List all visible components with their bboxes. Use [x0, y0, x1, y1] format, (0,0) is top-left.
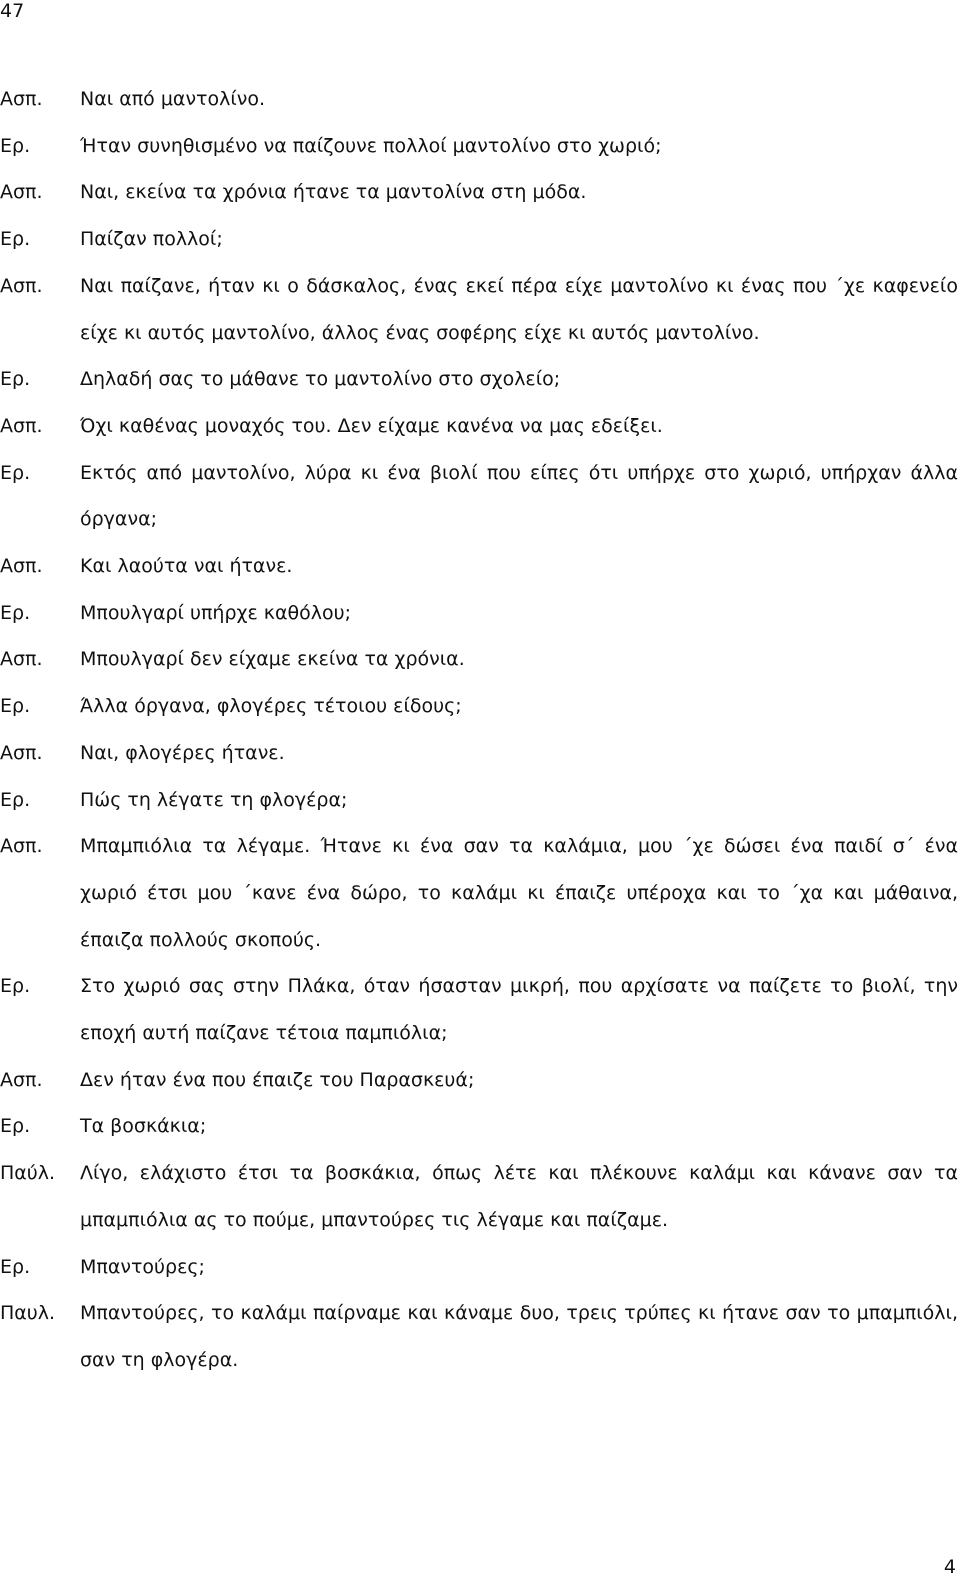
speaker-label: Ασπ. — [0, 1068, 43, 1091]
speaker-label: Ερ. — [0, 788, 31, 811]
speaker-label: Παύλ. — [0, 1162, 56, 1185]
utterance-text: Ναι, φλογέρες ήτανε. — [80, 741, 285, 764]
speaker-label: Ασπ. — [0, 555, 43, 578]
utterance-text: Άλλα όργανα, φλογέρες τέτοιου είδους; — [80, 695, 462, 718]
speaker-label: Ασπ. — [0, 88, 43, 110]
speaker-label: Ερ. — [0, 1255, 31, 1278]
speaker-label: Ερ. — [0, 975, 31, 998]
dialogue-turn — [0, 216, 958, 263]
speaker-label: Ασπ. — [0, 181, 43, 204]
dialogue-turn — [0, 169, 958, 216]
speaker-label: Ερ. — [0, 368, 31, 391]
dialogue-turn — [0, 356, 958, 403]
speaker-label: Ερ. — [0, 1115, 31, 1138]
dialogue-turn — [0, 683, 958, 730]
utterance-text: Δεν ήταν ένα που έπαιζε του Παρασκευά; — [80, 1068, 475, 1091]
dialogue-turn — [0, 823, 958, 963]
utterance-text: Εκτός από μαντολίνο, λύρα κι ένα βιολί που είπες ότι υπήρχε στο χωριό, υπήρχαν άλλα όργανα; — [80, 461, 958, 531]
speaker-label: Ερ. — [0, 461, 31, 484]
utterance-text: Μπαμπιόλια τα λέγαμε. Ήτανε κι ένα σαν τα καλάμια, μου ΄χε δώσει ένα παιδί σ΄ ένα χωριό έτσι μου ΄κανε ένα δώρο, το καλάμι κι έπαιζε υπέροχα και το ΄χα και μάθαινα, έπαιζα πολλούς σκοπούς. — [80, 835, 958, 951]
utterance-text: Στο χωριό σας στην Πλάκα, όταν ήσασταν μικρή, που αρχίσατε να παίζετε το βιολί, την εποχή αυτή παίζανε τέτοια παμπιόλια; — [80, 975, 958, 1045]
utterance-text: Και λαούτα ναι ήτανε. — [80, 555, 293, 578]
dialogue-turn — [0, 123, 958, 170]
dialogue-turn — [0, 543, 958, 590]
speaker-label: Ερ. — [0, 134, 31, 157]
dialogue-turn — [0, 590, 958, 637]
utterance-text: Ναι από μαντολίνο. — [80, 88, 266, 110]
utterance-text: Μπαντούρες, το καλάμι παίρναμε και κάναμε δυο, τρεις τρύπες κι ήτανε σαν το μπαμπιόλι, σαν τη φλογέρα. — [80, 1302, 958, 1371]
dialogue-turn — [0, 403, 958, 450]
dialogue-turn — [0, 1244, 958, 1291]
interview-transcript — [0, 76, 958, 1384]
utterance-text: Ναι, εκείνα τα χρόνια ήτανε τα μαντολίνα στη μόδα. — [80, 181, 587, 204]
speaker-label: Ασπ. — [0, 414, 43, 437]
dialogue-turn — [0, 76, 958, 123]
dialogue-turn — [0, 636, 958, 683]
dialogue-turn — [0, 777, 958, 824]
dialogue-turn — [0, 1150, 958, 1243]
speaker-label: Ασπ. — [0, 648, 43, 671]
dialogue-turn — [0, 263, 958, 356]
utterance-text: Ήταν συνηθισμένο να παίζουνε πολλοί μαντολίνο στο χωριό; — [80, 134, 662, 157]
speaker-label: Παυλ. — [0, 1302, 56, 1325]
utterance-text: Λίγο, ελάχιστο έτσι τα βοσκάκια, όπως λέτε και πλέκουνε καλάμι και κάνανε σαν τα μπαμπιόλια ας το πούμε, μπαντούρες τις λέγαμε και παίζαμε. — [80, 1162, 958, 1231]
dialogue-turn — [0, 730, 958, 777]
dialogue-turn — [0, 450, 958, 543]
page-number-top: 47 — [0, 0, 25, 22]
utterance-text: Πώς τη λέγατε τη φλογέρα; — [80, 788, 348, 811]
dialogue-turn — [0, 963, 958, 1056]
dialogue-turn — [0, 1290, 958, 1383]
speaker-label: Ασπ. — [0, 274, 43, 297]
utterance-text: Παίζαν πολλοί; — [80, 228, 223, 251]
utterance-text: Δηλαδή σας το μάθανε το μαντολίνο στο σχολείο; — [80, 368, 561, 391]
utterance-text: Ναι παίζανε, ήταν κι ο δάσκαλος, ένας εκεί πέρα είχε μαντολίνο κι ένας που ΄χε καφενείο είχε κι αυτός μαντολίνο, άλλος ένας σοφέρης είχε κι αυτός μαντολίνο. — [80, 274, 958, 344]
dialogue-turn — [0, 1103, 958, 1150]
speaker-label: Ερ. — [0, 695, 31, 718]
speaker-label: Ασπ. — [0, 741, 43, 764]
page-number-bottom: 4 — [943, 1556, 956, 1578]
dialogue-turn — [0, 1057, 958, 1104]
utterance-text: Όχι καθένας μοναχός του. Δεν είχαμε κανένα να μας εδείξει. — [80, 414, 663, 437]
utterance-text: Μπουλγαρί υπήρχε καθόλου; — [80, 601, 352, 624]
speaker-label: Ασπ. — [0, 835, 43, 858]
utterance-text: Τα βοσκάκια; — [80, 1115, 207, 1138]
utterance-text: Μπουλγαρί δεν είχαμε εκείνα τα χρόνια. — [80, 648, 465, 671]
speaker-label: Ερ. — [0, 601, 31, 624]
utterance-text: Μπαντούρες; — [80, 1255, 205, 1278]
speaker-label: Ερ. — [0, 228, 31, 251]
